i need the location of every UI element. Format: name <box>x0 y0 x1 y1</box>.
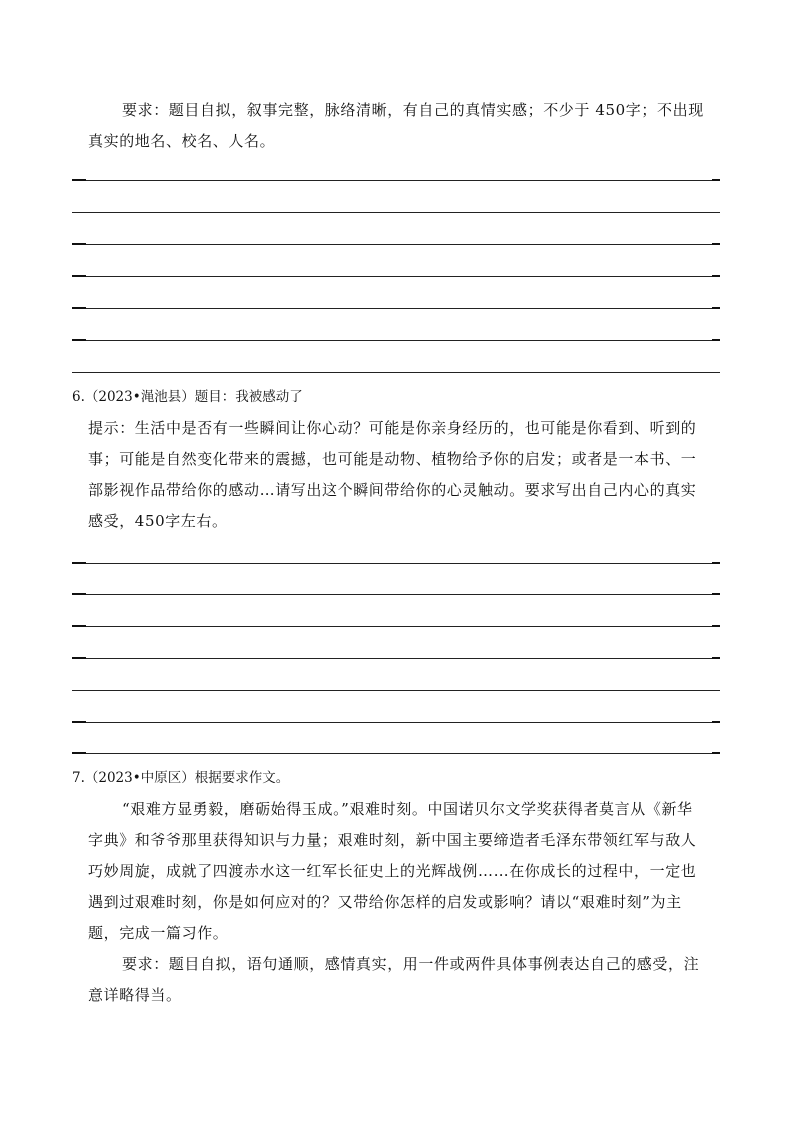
writing-line[interactable] <box>72 753 720 754</box>
writing-line[interactable] <box>72 658 720 659</box>
q7-prompt-line5: 题，完成一篇习作。 <box>88 924 229 942</box>
writing-line[interactable] <box>72 276 720 277</box>
q6-heading: 6.（2023•渑池县）题目：我被感动了 <box>72 389 303 405</box>
writing-line[interactable] <box>72 244 720 245</box>
q7-prompt <box>88 794 728 1011</box>
q6-hint-line1: 提示：生活中是否有一些瞬间让你心动？可能是你亲身经历的，也可能是你看到、听到的 <box>88 419 697 437</box>
writing-line[interactable] <box>72 594 720 595</box>
writing-line[interactable] <box>72 690 720 691</box>
q6-hint <box>88 413 728 537</box>
q7-prompt-line1: “艰难方显勇毅，磨砺始得玉成。”艰难时刻。中国诺贝尔文学奖获得者莫言从《新华 <box>122 800 693 818</box>
q6-hint-line3: 部影视作品带给你的感动…请写出这个瞬间带给你的心灵触动。要求写出自己内心的真实 <box>88 481 697 499</box>
writing-line[interactable] <box>72 308 720 309</box>
q7-prompt-line3: 巧妙周旋，成就了四渡赤水这一红军长征史上的光辉战例……在你成长的过程中，一定也 <box>88 862 697 880</box>
writing-line[interactable] <box>72 563 720 564</box>
writing-line[interactable] <box>72 626 720 627</box>
writing-line[interactable] <box>72 340 720 341</box>
q5-requirement-line2: 真实的地名、校名、人名。 <box>88 132 276 150</box>
writing-line[interactable] <box>72 180 720 181</box>
q7-prompt-line4: 遇到过艰难时刻，你是如何应对的？又带给你怎样的启发或影响？请以“艰难时刻”为主 <box>88 893 682 911</box>
q7-requirement-line1: 要求：题目自拟，语句通顺，感情真实，用一件或两件具体事例表达自己的感受，注 <box>122 955 700 973</box>
writing-line[interactable] <box>72 212 720 213</box>
writing-line[interactable] <box>72 722 720 723</box>
q7-requirement-line2: 意详略得当。 <box>88 986 182 1004</box>
q6-hint-line2: 事；可能是自然变化带来的震撼，也可能是动物、植物给予你的启发；或者是一本书、一 <box>88 450 697 468</box>
q5-requirement <box>88 95 728 157</box>
writing-line[interactable] <box>72 372 720 373</box>
q7-prompt-line2: 字典》和爷爷那里获得知识与力量；艰难时刻，新中国主要缔造者毛泽东带领红军与敌人 <box>88 831 697 849</box>
q6-hint-line4: 感受，450字左右。 <box>88 512 228 530</box>
q7-heading: 7.（2023•中原区）根据要求作文。 <box>72 770 290 786</box>
q5-requirement-line1: 要求：题目自拟，叙事完整，脉络清晰，有自己的真情实感；不少于 450字；不出现 <box>122 101 704 119</box>
